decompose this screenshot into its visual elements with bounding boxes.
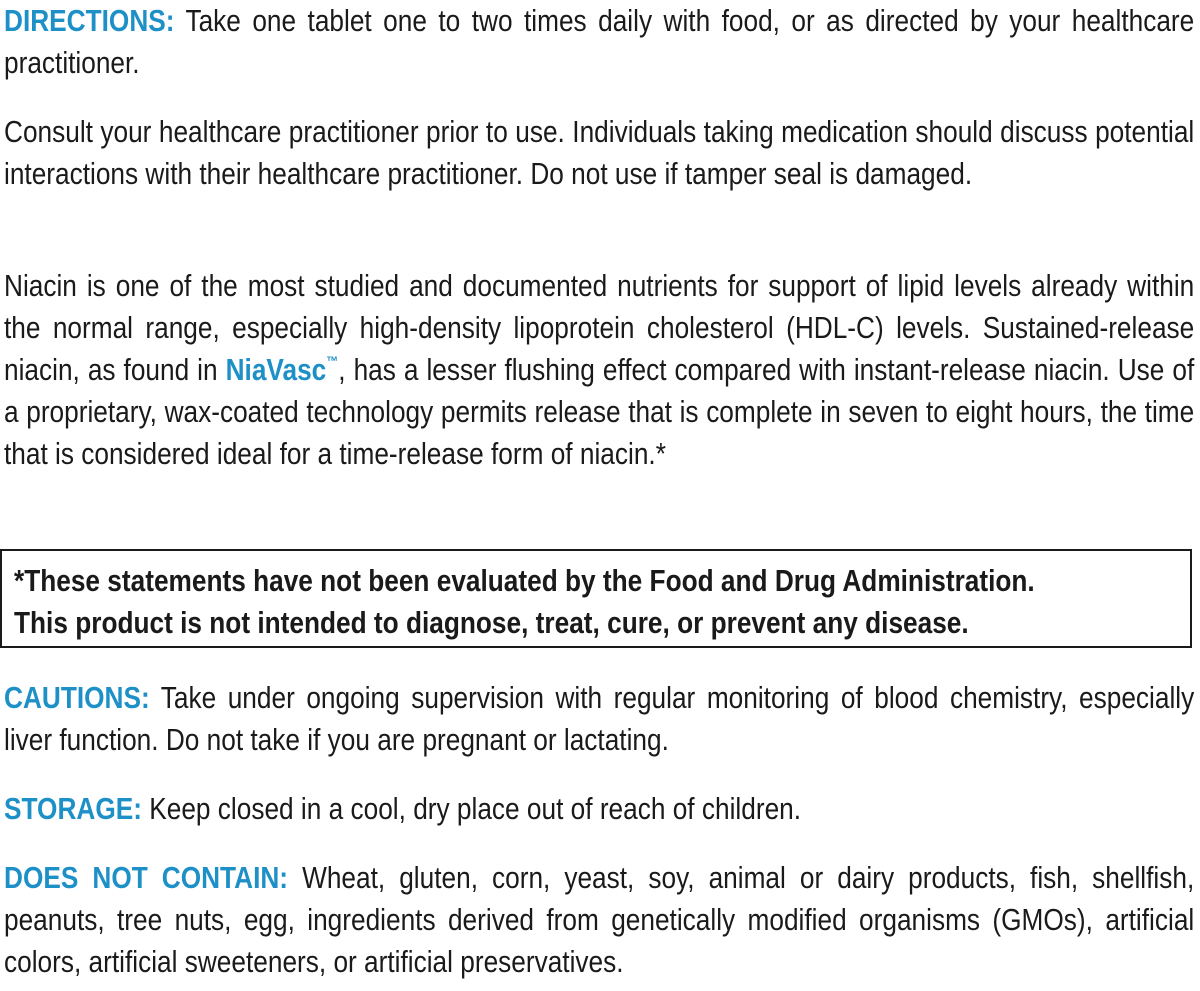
directions-text: Take one tablet one to two times daily with food, or as directed by your healthcare practitioner.	[4, 4, 1195, 80]
cautions-text: Take under ongoing supervision with regular monitoring of blood chemistry, especially liver function. Do not take if you are pregnant or lactating.	[4, 681, 1195, 757]
directions-section	[4, 0, 1194, 84]
directions-label: DIRECTIONS:	[4, 4, 175, 38]
storage-text: Keep closed in a cool, dry place out of reach of children.	[141, 792, 802, 826]
storage-label: STORAGE:	[4, 792, 142, 826]
consult-section	[4, 111, 1194, 195]
trademark-symbol: ™	[326, 353, 339, 369]
brand-name: NiaVasc	[225, 353, 327, 387]
storage-section	[4, 788, 1194, 830]
niacin-text-before: Niacin is one of the most studied and documented nutrients for support of lipid levels already within the normal range, especially high-density lipoprotein cholesterol (HDL-C) levels. Sustained-release niacin, as found in	[4, 269, 1195, 387]
consult-text: Consult your healthcare practitioner prior to use. Individuals taking medication should discuss potential interactions with their healthcare practitioner. Do not use if tamper seal is damaged.	[4, 115, 1195, 191]
fda-disclaimer	[14, 560, 1200, 644]
niacin-section	[4, 265, 1194, 475]
disclaimer-line-1: *These statements have not been evaluated by the Food and Drug Administration.	[14, 564, 1035, 598]
cautions-label: CAUTIONS:	[4, 681, 150, 715]
disclaimer-line-2: This product is not intended to diagnose, treat, cure, or prevent any disease.	[14, 606, 969, 640]
niacin-text-after: , has a lesser flushing effect compared with instant-release niacin. Use of a proprietary, wax-coated technology permits release that is complete in seven to eight hours, the time that is considered ideal for a time-release form of niacin.*	[4, 353, 1195, 471]
fda-disclaimer-box	[0, 549, 1192, 648]
does-not-contain-label: DOES NOT CONTAIN:	[4, 861, 289, 895]
cautions-section	[4, 677, 1194, 761]
does-not-contain-text: Wheat, gluten, corn, yeast, soy, animal or dairy products, fish, shellfish, peanuts, tree nuts, egg, ingredients derived from genetically modified organisms (GMOs), artificial colors, artificial sweeteners, or artificial preservatives.	[4, 861, 1195, 979]
does-not-contain-section	[4, 857, 1194, 983]
